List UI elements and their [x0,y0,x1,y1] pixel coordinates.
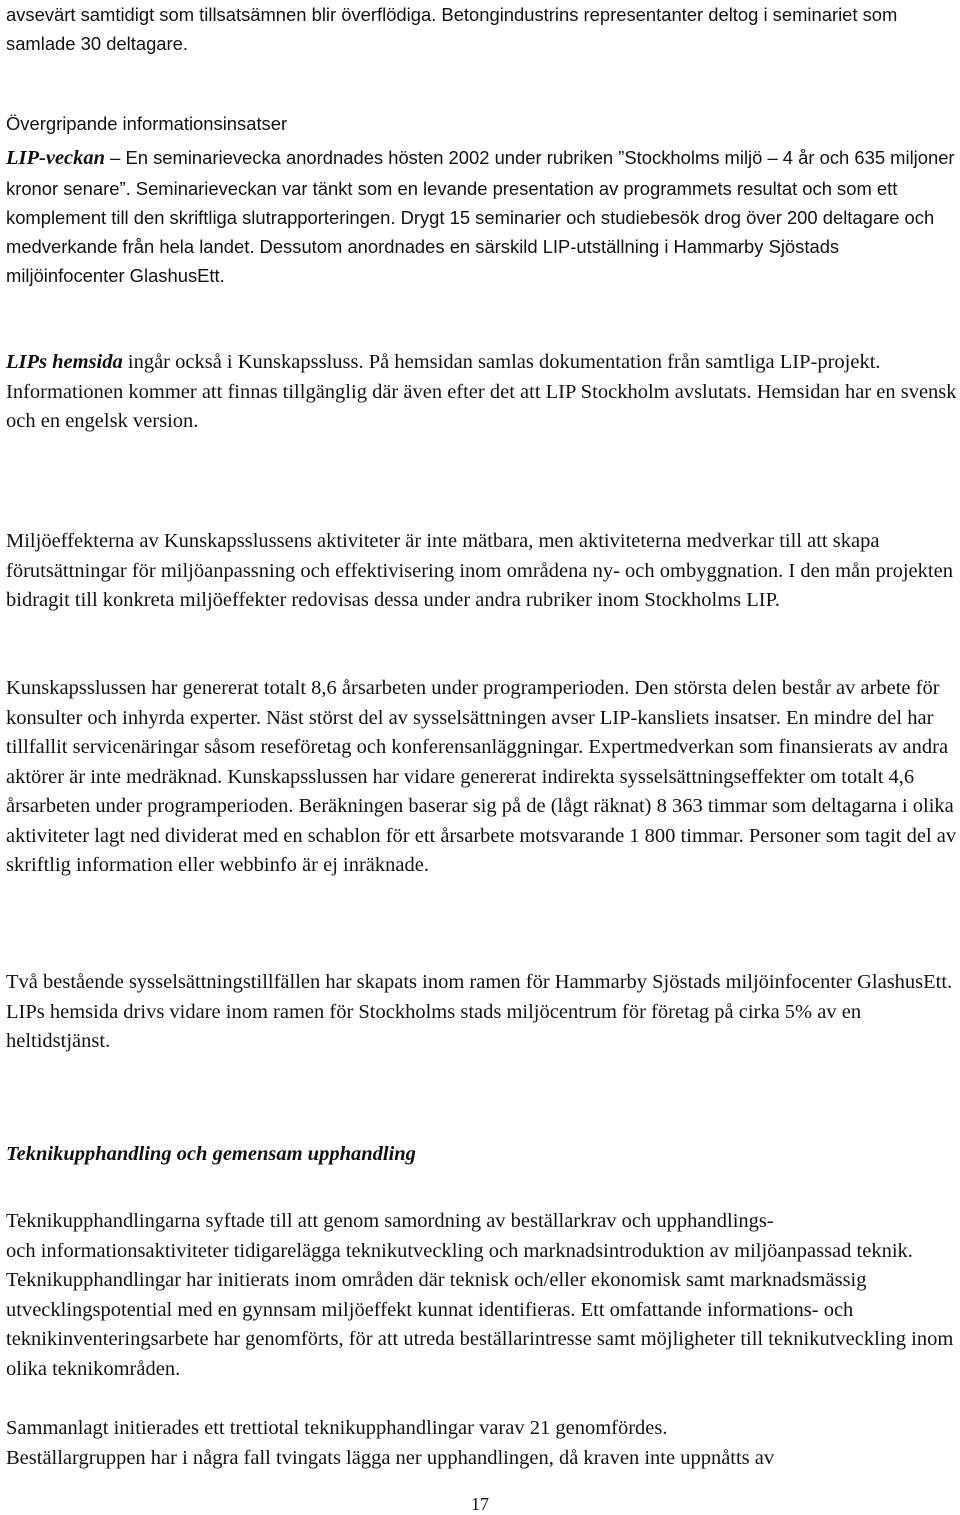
intro-paragraph: avsevärt samtidigt som tillsatsämnen blir överflödiga. Betongindustrins representanter deltog i seminariet som samlade 30 deltagare. [6,4,898,55]
lip-veckan-paragraph [6,143,958,291]
teknik-paragraph-2-line-1: Sammanlagt initierades ett trettiotal teknikupphandlingar varav 21 genomfördes. [6,1417,668,1439]
lip-veckan-text: – En seminarievecka anordnades hösten 2002 under rubriken ”Stockholms miljö – 4 år och 635 miljoner kronor senare”. Seminarieveckan var tänkt som en levande presentation av programmets resultat och som ett komplement till den skriftliga slutrapporteringen. Drygt 15 seminarier och studiebesök drog över 200 deltagare och medverkande från hela landet. Dessutom anordnades en särskild LIP-utställning i Hammarby Sjöstads miljöinfocenter GlashusEtt. [6,147,955,287]
teknik-paragraph-1-line-1: Teknikupphandlingarna syftade till att genom samordning av beställarkrav och upphandlings- [6,1210,774,1232]
arsarbeten-paragraph: Kunskapsslussen har genererat totalt 8,6 årsarbeten under programperioden. Den största delen består av arbete för konsulter och inhyrda experter. Näst störst del av sysselsättningen avser LIP-kansliets insatser. En mindre del har tillfallit servicenäringar såsom reseföretag och konferensanläggningar. Expertmedverkan som finansierats av andra aktörer är inte medräknad. Kunskapsslussen har vidare genererat indirekta sysselsättningseffekter om totalt 4,6 årsarbeten under programperioden. Beräkningen baserar sig på de (lågt räknat) 8 363 timmar som deltagarna i olika aktiviteter lagt ned dividerat med en schablon för ett årsarbete motsvarande 1 800 timmar. Personer som tagit del av skriftlig information eller webbinfo är ej inräknade. [6,677,957,876]
teknik-paragraph-1 [6,1207,958,1384]
teknik-paragraph-2-line-2: Beställargruppen har i några fall tvingats lägga ner upphandlingen, då kraven inte uppnåtts av [6,1446,775,1469]
lip-veckan-label: LIP-veckan [6,147,106,169]
teknik-paragraph-2 [6,1414,958,1473]
miljoeffekter-paragraph: Miljöeffekterna av Kunskapsslussens aktiviteter är inte mätbara, men aktiviteterna medverkar till att skapa förutsättningar för miljöanpassning och effektivisering inom områdena ny- och ombyggnation. I den mån projekten bidragit till konkreta miljöeffekter redovisas dessa under andra rubriker inom Stockholms LIP. [6,530,953,611]
info-section-heading: Övergripande informationsinsatser [6,113,288,134]
hemsida-paragraph [6,348,958,437]
hemsida-label: LIPs hemsida [6,351,123,373]
hemsida-text: ingår också i Kunskapssluss. På hemsidan samlas dokumentation från samtliga LIP-projekt. Informationen kommer att finnas tillgänglig där även efter det att LIP Stockholm avslutats. Hemsidan har en svensk och en engelsk version. [6,351,957,432]
teknik-section-heading: Teknikupphandling och gemensam upphandling [6,1143,416,1165]
teknik-paragraph-1-rest: och informationsaktiviteter tidigarelägga teknikutveckling och marknadsintroduktion av miljöanpassad teknik. Teknikupphandlingar har initierats inom områden där teknisk och/eller ekonomisk samt marknadsmässig utvecklingspotential med en gynnsam miljöeffekt kunnat identifieras. Ett omfattande informations- och teknikinventeringsarbete har genomförts, för att utreda beställarintresse samt möjligheter till teknikutveckling inom olika teknikområden. [6,1239,954,1380]
page-number: 17 [471,1494,489,1514]
sysselsattning-paragraph: Två bestående sysselsättningstillfällen har skapats inom ramen för Hammarby Sjöstads miljöinfocenter GlashusEtt. LIPs hemsida drivs vidare inom ramen för Stockholms stads miljöcentrum för företag på cirka 5% av en heltidstjänst. [6,971,953,1052]
